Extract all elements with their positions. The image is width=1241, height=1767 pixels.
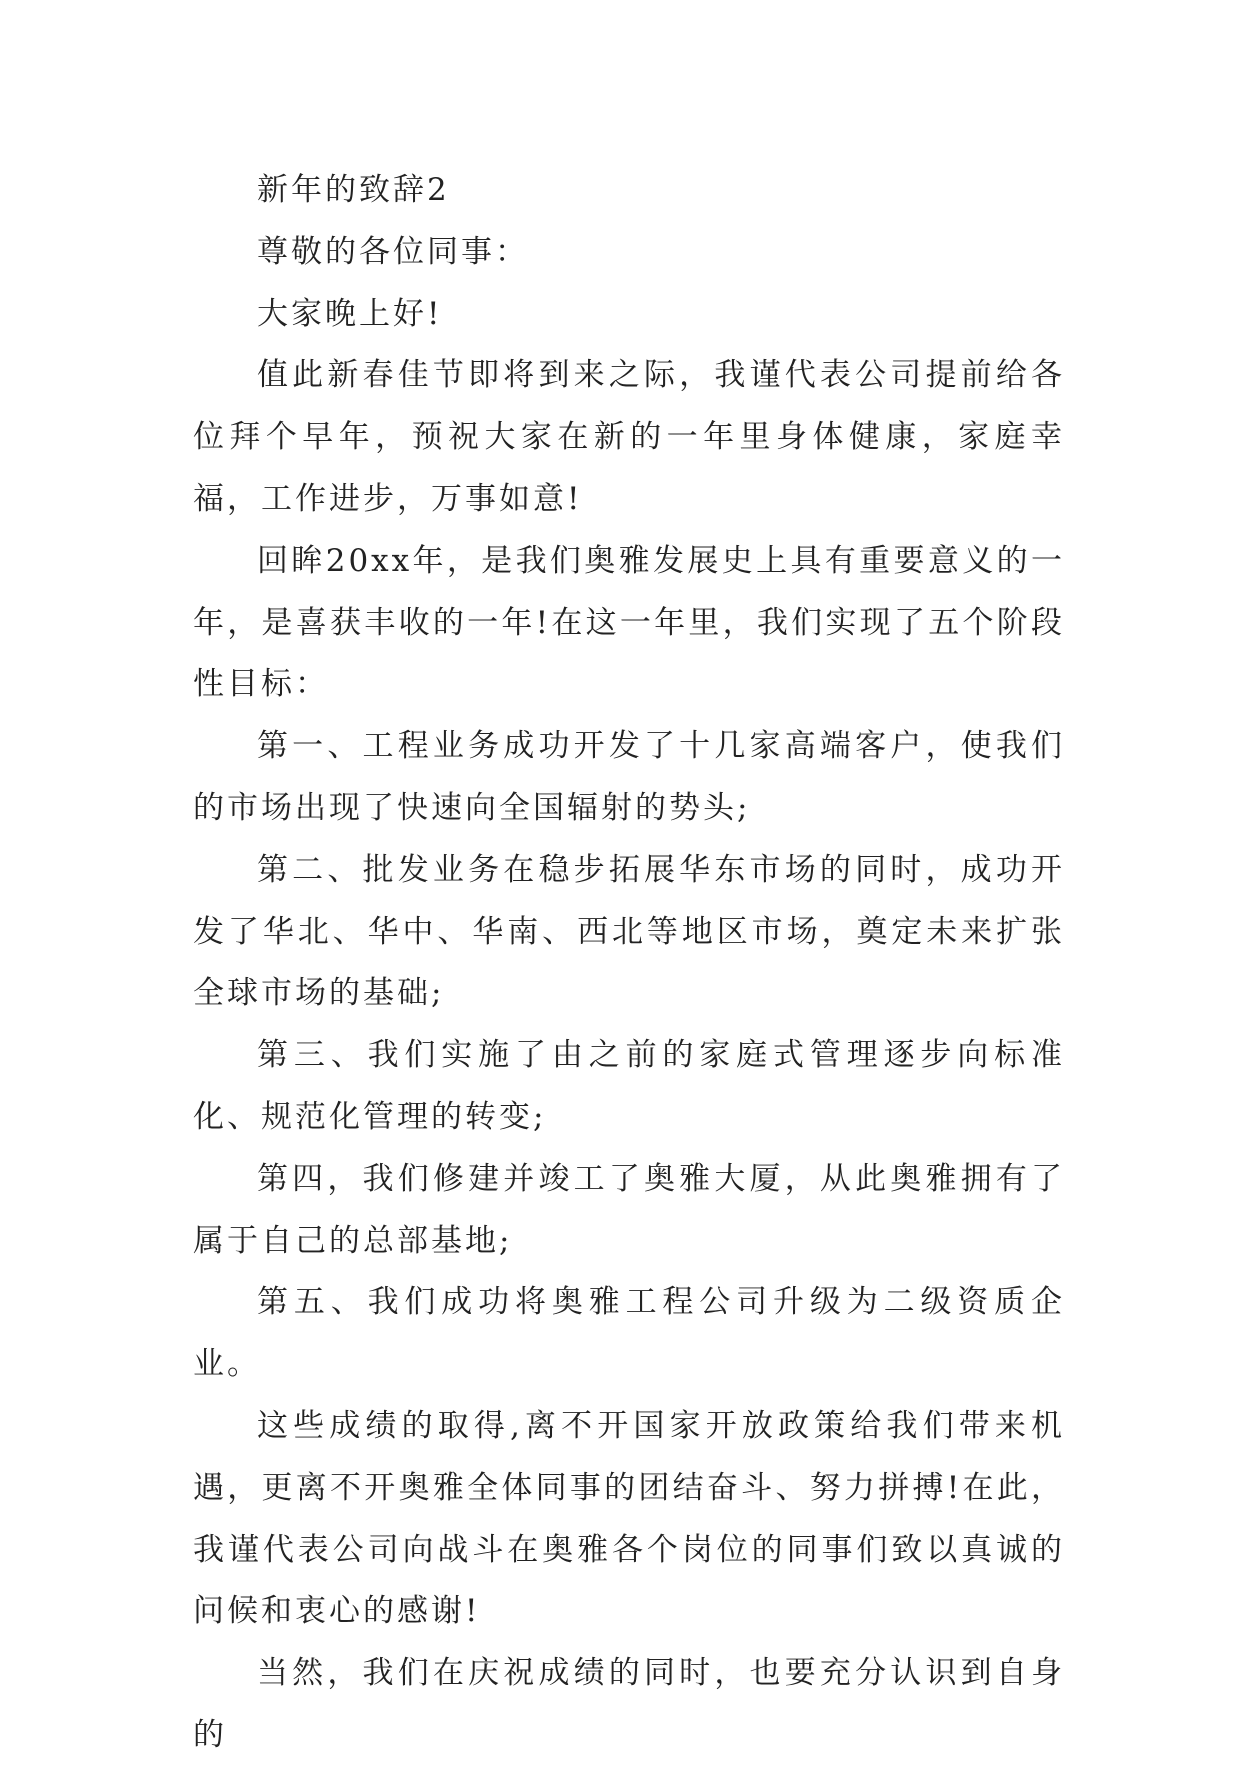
paragraph-goal-4: 第四，我们修建并竣工了奥雅大厦，从此奥雅拥有了属于自己的总部基地; — [193, 1160, 1065, 1259]
paragraph-goal-3: 第三、我们实施了由之前的家庭式管理逐步向标准化、规范化管理的转变; — [193, 1037, 1065, 1135]
paragraph-reflection: 当然，我们在庆祝成绩的同时，也要充分认识到自身的 — [193, 1655, 1065, 1753]
salutation-line: 大家晚上好! — [257, 295, 443, 332]
paragraph-thanks: 这些成绩的取得,离不开国家开放政策给我们带来机遇，更离不开奥雅全体同事的团结奋斗、努力拼搏!在此，我谨代表公司向战斗在奥雅各个岗位的同事们致以真诚的问候和衷心的感谢! — [193, 1407, 1065, 1630]
greeting-line: 尊敬的各位同事： — [257, 233, 529, 270]
document-title: 新年的致辞2 — [257, 172, 450, 208]
paragraph-goal-1: 第一、工程业务成功开发了十几家高端客户，使我们的市场出现了快速向全国辐射的势头; — [193, 728, 1065, 826]
paragraph-goal-5: 第五、我们成功将奥雅工程公司升级为二级资质企业。 — [193, 1284, 1065, 1383]
paragraph-new-year-wishes: 值此新春佳节即将到来之际，我谨代表公司提前给各位拜个早年，预祝大家在新的一年里身体健康，家庭幸福，工作进步，万事如意! — [193, 357, 1065, 517]
document-body — [193, 160, 1065, 1767]
paragraph-year-review: 回眸20xx年，是我们奥雅发展史上具有重要意义的一年，是喜获丰收的一年!在这一年里，我们实现了五个阶段性目标： — [193, 542, 1065, 703]
paragraph-goal-2: 第二、批发业务在稳步拓展华东市场的同时，成功开发了华北、华中、华南、西北等地区市场，奠定未来扩张全球市场的基础; — [193, 851, 1065, 1012]
